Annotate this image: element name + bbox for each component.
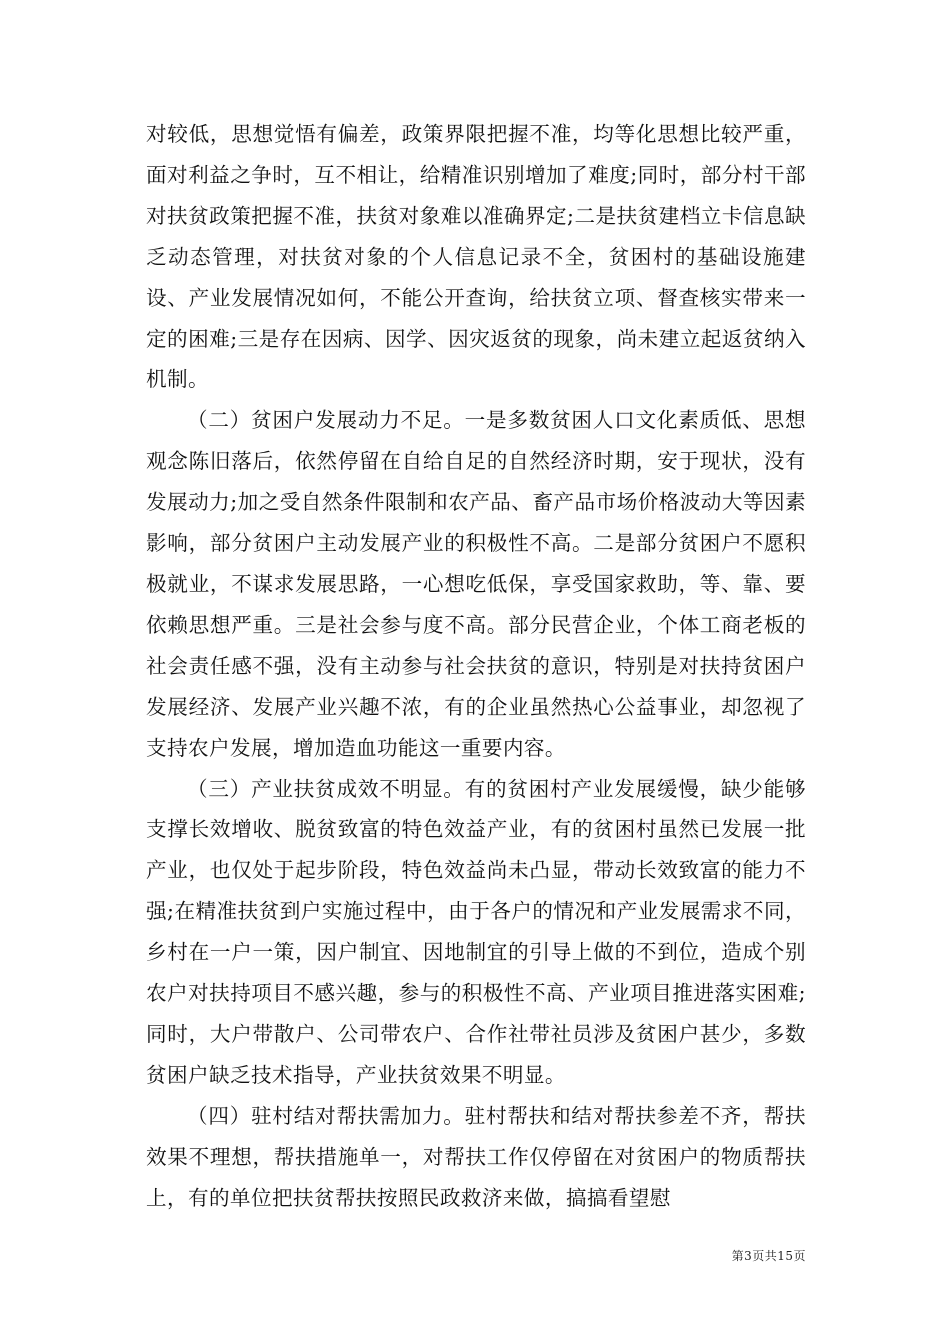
paragraph-section-4: （四）驻村结对帮扶需加力。驻村帮扶和结对帮扶参差不齐，帮扶效果不理想，帮扶措施单一，对帮扶工作仅停留在对贫困户的物质帮扶上，有的单位把扶贫帮扶按照民政救济来做，搞搞看望慰	[146, 1103, 806, 1210]
paragraph-continuation: 对较低，思想觉悟有偏差，政策界限把握不准，均等化思想比较严重，面对利益之争时，互不相让，给精准识别增加了难度;同时，部分村干部对扶贫政策把握不准，扶贫对象难以准确界定;二是扶贫建档立卡信息缺乏动态管理，对扶贫对象的个人信息记录不全，贫困村的基础设施建设、产业发展情况如何，不能公开查询，给扶贫立项、督查核实带来一定的困难;三是存在因病、因学、因灾返贫的现象，尚未建立起返贫纳入机制。	[146, 122, 806, 392]
paragraph-section-2: （二）贫困户发展动力不足。一是多数贫困人口文化素质低、思想观念陈旧落后，依然停留在自给自足的自然经济时期，安于现状，没有发展动力;加之受自然条件限制和农产品、畜产品市场价格波动大等因素影响，部分贫困户主动发展产业的积极性不高。二是部分贫困户不愿积极就业，不谋求发展思路，一心想吃低保，享受国家救助，等、靠、要依赖思想严重。三是社会参与度不高。部分民营企业，个体工商老板的社会责任感不强，没有主动参与社会扶贫的意识，特别是对扶持贫困户发展经济、发展产业兴趣不浓，有的企业虽然热心公益事业，却忽视了支持农户发展，增加造血功能这一重要内容。	[146, 408, 806, 760]
document-body	[146, 114, 806, 1218]
page-number-footer: 第3页共15页	[731, 1249, 806, 1263]
paragraph-section-3: （三）产业扶贫成效不明显。有的贫困村产业发展缓慢，缺少能够支撑长效增收、脱贫致富的特色效益产业，有的贫困村虽然已发展一批产业，也仅处于起步阶段，特色效益尚未凸显，带动长效致富的能力不强;在精准扶贫到户实施过程中，由于各户的情况和产业发展需求不同，乡村在一户一策，因户制宜、因地制宜的引导上做的不到位，造成个别农户对扶持项目不感兴趣，参与的积极性不高、产业项目推进落实困难;同时，大户带散户、公司带农户、合作社带社员涉及贫困户甚少，多数贫困户缺乏技术指导，产业扶贫效果不明显。	[146, 776, 806, 1087]
